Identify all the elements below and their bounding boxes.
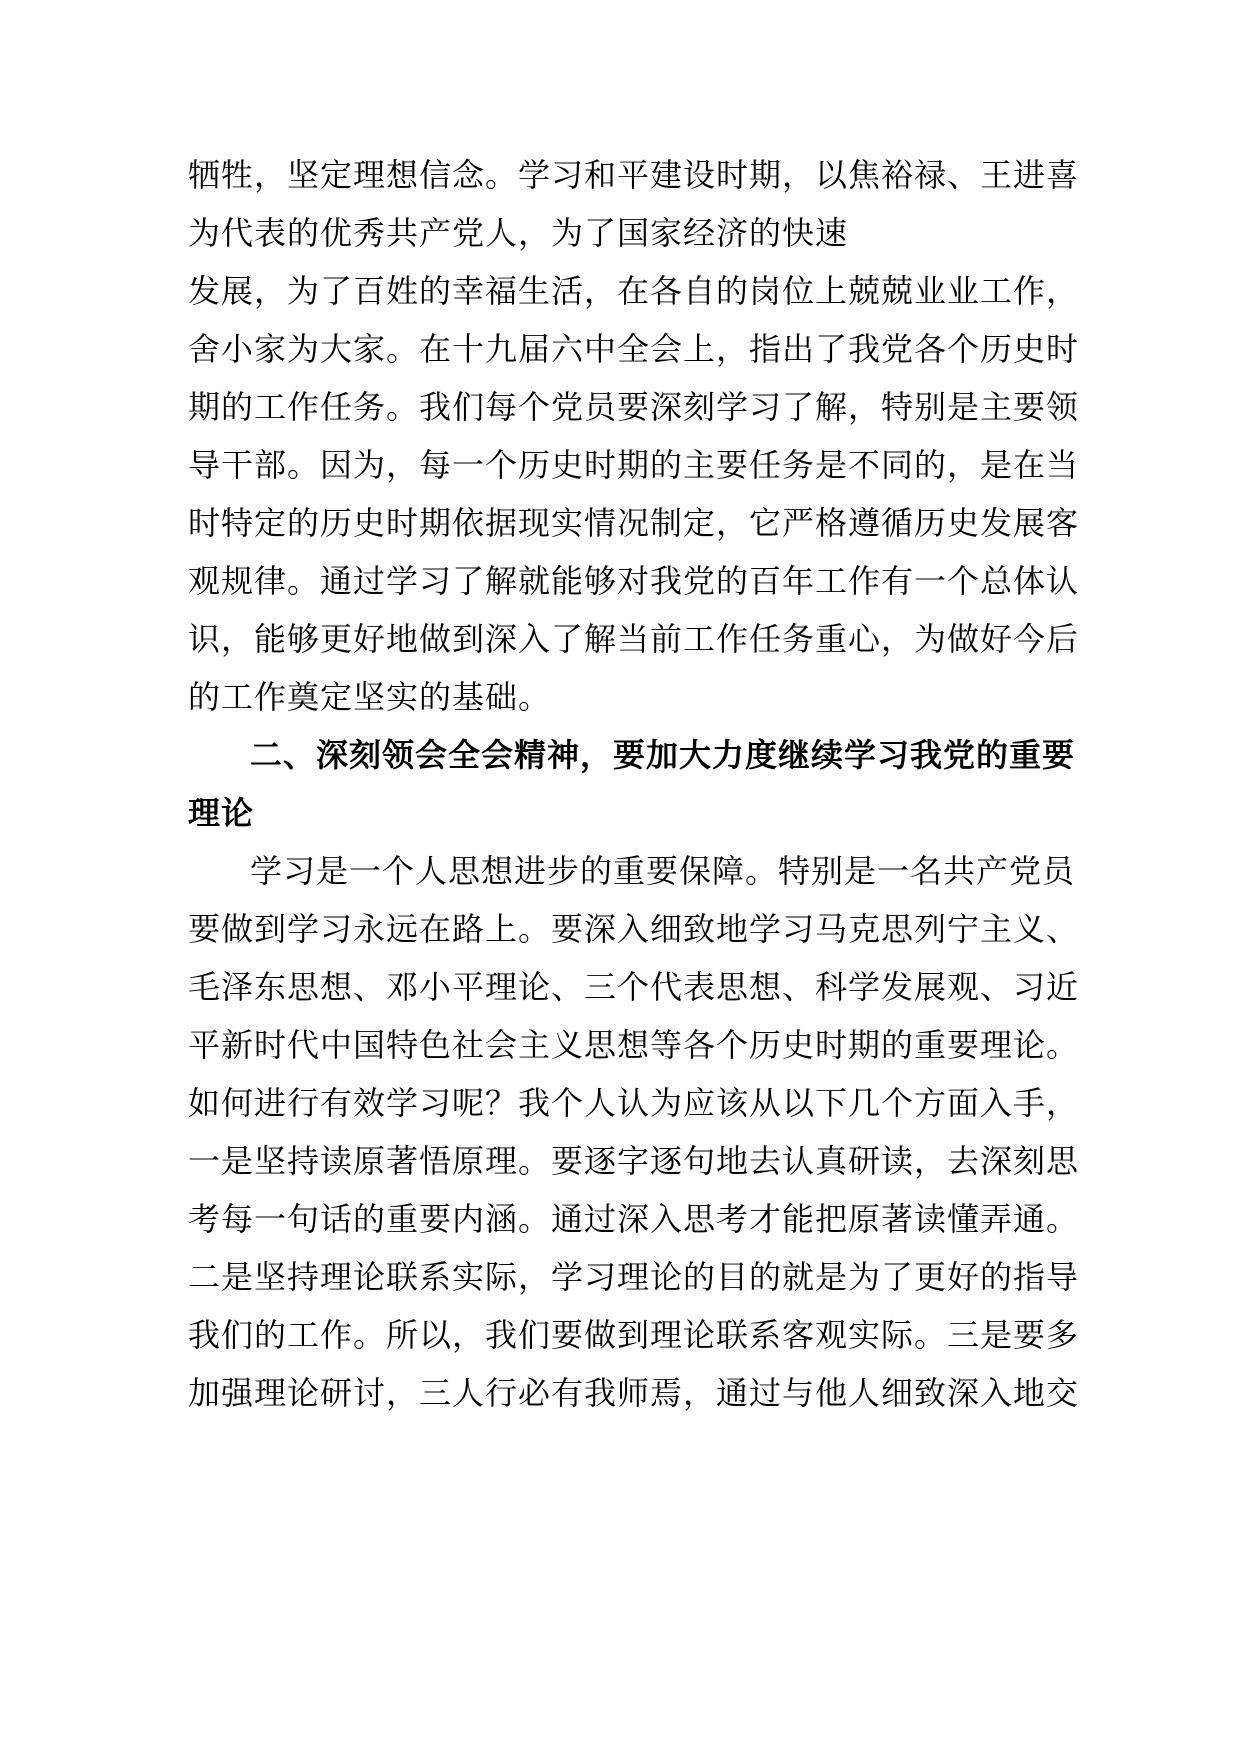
body-text-line: 时特定的历史时期依据现实情况制定，它严格遵循历史发展客: [188, 504, 1080, 542]
body-text-line: 导干部。因为，每一个历史时期的主要任务是不同的，是在当: [188, 446, 1080, 484]
body-text-line: 为代表的优秀共产党人，为了国家经济的快速: [188, 214, 849, 252]
body-text-line: 发展，为了百姓的幸福生活，在各自的岗位上兢兢业业工作，: [188, 272, 1080, 310]
body-text-line: 观规律。通过学习了解就能够对我党的百年工作有一个总体认: [188, 562, 1080, 600]
body-text-line: 平新时代中国特色社会主义思想等各个历史时期的重要理论。: [188, 1026, 1080, 1064]
body-text-line: 要做到学习永远在路上。要深入细致地学习马克思列宁主义、: [188, 910, 1080, 948]
body-text-line: 毛泽东思想、邓小平理论、三个代表思想、科学发展观、习近: [188, 968, 1080, 1006]
body-text-line: 一是坚持读原著悟原理。要逐字逐句地去认真研读，去深刻思: [188, 1142, 1080, 1180]
body-text-line: 学习是一个人思想进步的重要保障。特别是一名共产党员: [250, 852, 1076, 890]
section-heading-continued: 理论: [188, 794, 255, 832]
body-text-line: 二是坚持理论联系实际，学习理论的目的就是为了更好的指导: [188, 1258, 1080, 1296]
section-heading: 二、深刻领会全会精神，要加大力度继续学习我党的重要: [250, 736, 1076, 774]
body-text-line: 牺牲，坚定理想信念。学习和平建设时期，以焦裕禄、王进喜: [188, 156, 1080, 194]
body-text-line: 考每一句话的重要内涵。通过深入思考才能把原著读懂弄通。: [188, 1200, 1080, 1238]
body-text-line: 舍小家为大家。在十九届六中全会上，指出了我党各个历史时: [188, 330, 1080, 368]
body-text-line: 如何进行有效学习呢？我个人认为应该从以下几个方面入手，: [188, 1084, 1080, 1122]
body-text-line: 识，能够更好地做到深入了解当前工作任务重心，为做好今后: [188, 620, 1080, 658]
body-text-line: 期的工作任务。我们每个党员要深刻学习了解，特别是主要领: [188, 388, 1080, 426]
body-text-line: 我们的工作。所以，我们要做到理论联系客观实际。三是要多: [188, 1316, 1080, 1354]
body-text-line: 加强理论研讨，三人行必有我师焉，通过与他人细致深入地交: [188, 1374, 1080, 1412]
body-text-line: 的工作奠定坚实的基础。: [188, 678, 552, 716]
